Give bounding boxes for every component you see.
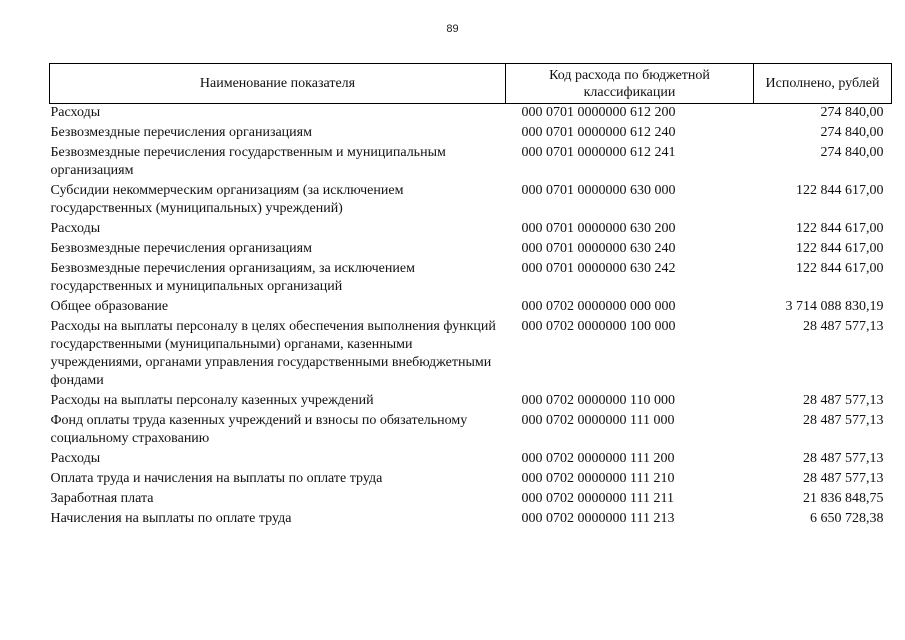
executed-amount-cell: 28 487 577,13	[803, 413, 884, 428]
table-header-row	[50, 64, 892, 104]
executed-amount-cell: 28 487 577,13	[803, 393, 884, 408]
budget-code-cell: 000 0702 0000000 100 000	[521, 319, 676, 334]
executed-amount-cell: 122 844 617,00	[796, 261, 884, 276]
table-row	[50, 220, 892, 240]
executed-amount-cell: 122 844 617,00	[796, 221, 884, 236]
indicator-name-cell: Начисления на выплаты по оплате труда	[50, 511, 292, 526]
indicator-name-cell: Расходы	[50, 105, 101, 120]
indicator-name-cell: Безвозмездные перечисления государственным и муниципальным организациям	[50, 145, 446, 178]
budget-code-cell: 000 0701 0000000 612 200	[521, 105, 676, 120]
indicator-name-cell: Расходы на выплаты персоналу в целях обеспечения выполнения функций государственными (муниципальными) органами, казенными учреждениями, органами управления государственными внебюджетными фондами	[50, 319, 496, 388]
table-row	[50, 144, 892, 182]
table-row	[50, 298, 892, 318]
indicator-name-cell: Безвозмездные перечисления организациям	[50, 125, 312, 140]
executed-amount-cell: 274 840,00	[820, 105, 884, 120]
indicator-name-cell: Безвозмездные перечисления организациям	[50, 241, 312, 256]
budget-code-cell: 000 0702 0000000 000 000	[521, 299, 676, 314]
budget-code-cell: 000 0702 0000000 110 000	[521, 393, 675, 408]
budget-code-cell: 000 0701 0000000 630 242	[521, 261, 676, 276]
indicator-name-cell: Расходы	[50, 451, 101, 466]
executed-amount-cell: 122 844 617,00	[796, 241, 884, 256]
budget-code-cell: 000 0702 0000000 111 210	[521, 471, 675, 486]
executed-amount-cell: 122 844 617,00	[796, 183, 884, 198]
table-row	[50, 124, 892, 144]
table-row	[50, 104, 892, 125]
table-row	[50, 240, 892, 260]
page-number: 89	[446, 23, 459, 35]
indicator-name-cell: Субсидии некоммерческим организациям (за исключением государственных (муниципальных) учреждений)	[50, 183, 404, 216]
executed-amount-cell: 28 487 577,13	[803, 319, 884, 334]
executed-amount-cell: 274 840,00	[820, 145, 884, 160]
table-row	[50, 470, 892, 490]
table-row	[50, 260, 892, 298]
executed-amount-cell: 274 840,00	[820, 125, 884, 140]
budget-code-cell: 000 0701 0000000 612 240	[521, 125, 676, 140]
table-row	[50, 392, 892, 412]
executed-amount-cell: 6 650 728,38	[810, 511, 884, 526]
table-body	[50, 104, 892, 531]
budget-code-cell: 000 0702 0000000 111 200	[521, 451, 675, 466]
indicator-name-cell: Фонд оплаты труда казенных учреждений и взносы по обязательному социальному страхованию	[50, 413, 468, 446]
budget-code-cell: 000 0702 0000000 111 000	[521, 413, 675, 428]
indicator-name-cell: Расходы на выплаты персоналу казенных учреждений	[50, 393, 374, 408]
column-header-name: Наименование показателя	[50, 64, 506, 104]
table-row	[50, 182, 892, 220]
executed-amount-cell: 3 714 088 830,19	[785, 299, 884, 314]
indicator-name-cell: Расходы	[50, 221, 101, 236]
indicator-name-cell: Оплата труда и начисления на выплаты по оплате труда	[50, 471, 383, 486]
expenditure-table	[49, 63, 892, 530]
table-row	[50, 490, 892, 510]
indicator-name-cell: Безвозмездные перечисления организациям, за исключением государственных и муниципальных организаций	[50, 261, 415, 294]
indicator-name-cell: Общее образование	[50, 299, 169, 314]
table-row	[50, 412, 892, 450]
budget-code-cell: 000 0701 0000000 630 000	[521, 183, 676, 198]
executed-amount-cell: 28 487 577,13	[803, 471, 884, 486]
column-header-code: Код расхода по бюджетной классификации	[506, 64, 754, 104]
indicator-name-cell: Заработная плата	[50, 491, 154, 506]
budget-code-cell: 000 0702 0000000 111 213	[521, 511, 675, 526]
column-header-amount: Исполнено, рублей	[754, 64, 892, 104]
table-row	[50, 318, 892, 392]
budget-code-cell: 000 0701 0000000 630 200	[521, 221, 676, 236]
table-row	[50, 510, 892, 530]
budget-code-cell: 000 0702 0000000 111 211	[521, 491, 674, 506]
table-row	[50, 450, 892, 470]
executed-amount-cell: 21 836 848,75	[803, 491, 884, 506]
budget-code-cell: 000 0701 0000000 630 240	[521, 241, 676, 256]
executed-amount-cell: 28 487 577,13	[803, 451, 884, 466]
budget-code-cell: 000 0701 0000000 612 241	[521, 145, 676, 160]
